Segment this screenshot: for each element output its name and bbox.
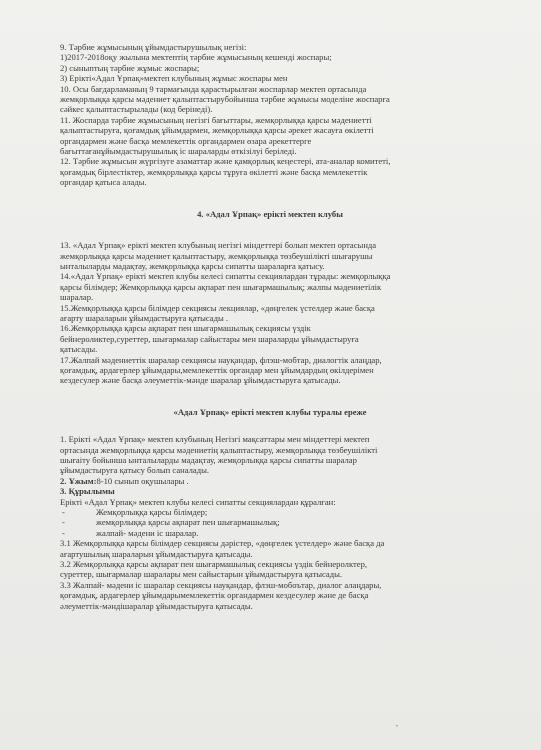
- text-line: 12. Тәрбие жұмысын жүргізуге азаматтар және қамқорлық кеңестері, ата-аналар комитеті,: [60, 156, 391, 167]
- text-line: 3.1 Жемқорлыққа қарсы білімдер секциясы дәрістер, «дөңгелек үстелдер» және басқа да: [60, 538, 385, 549]
- bullet-item: - жалпай- мәдени іс шаралар.: [62, 527, 199, 538]
- text-line: қоғамдық, ардагерлер ұйымдарымемлекеттік органдармен кездесулер және де басқа: [60, 590, 369, 601]
- section4-body: [60, 240, 480, 386]
- bullet-text: Жемқорлыққа қарсы білімдер;: [96, 507, 208, 518]
- text-line: қатысады.: [60, 344, 98, 355]
- text-line: 13. «Адал Ұрпақ» ерікті мектеп клубының негізгі міндеттері болып мектеп ортасында: [60, 240, 377, 251]
- text-line: органдармен және басқа мемлекеттік органдармен өзара әрекеттерге: [60, 135, 312, 146]
- text-line: қалыптастыруға, қоғамдық ұйымдармен, жемқорлыққа қарсы әрекет жасауға өкілетті: [60, 125, 374, 136]
- text-line: 1. Ерікті «Адал Ұрпақ» мектеп клубының Негізгі мақсаттары мен міндеттері мектеп: [60, 434, 370, 445]
- text-line: 17.Жалпай мәдениеттік шаралар секциясы науқандар, флэш-мобтар, диалогтік алаңдар,: [60, 354, 382, 365]
- text-line: ұйымдастыруға қатысу болып саналады.: [60, 465, 210, 476]
- bullet-item: - Жемқорлыққа қарсы білімдер;: [62, 507, 208, 518]
- structure-intro: Ерікті «Адал Ұрпақ» мектеп клубы келесі сипатты секциялардан құралған:: [60, 496, 336, 507]
- regulation-heading: «Адал Ұрпақ» ерікті мектеп клубы туралы ереже: [173, 406, 367, 417]
- section4-heading: 4. «Адал Ұрпақ» ерікті мектеп клубы: [197, 208, 343, 219]
- text-line: 3.3 Жалпай- мәдени іс шаралар секциясы науқандар, флэш-мобоътар, диалог алаңдары,: [60, 579, 382, 590]
- text-line: жемқорлыққа қарсы мәдениет қалыптастыру, жемқорлыққа төзбеушілікті шығарушы: [60, 250, 373, 261]
- bullet-text: жалпай- мәдени іс шаралар.: [96, 527, 199, 538]
- text-line: органдар қатыса алады.: [60, 177, 147, 188]
- scan-speck: •: [396, 724, 399, 730]
- text-line: ағартушылық шараларын ұйымдастыруға қатысады.: [60, 548, 253, 559]
- text-line: 9. Тәрбие жұмысының ұйымдастырушылық негізі:: [60, 42, 247, 52]
- text-line: ағарту шараларын ұйымдастыруға қатысады .: [60, 312, 229, 323]
- membership-text: 8-10 сынып оқушылары .: [96, 475, 189, 486]
- text-line: шаралар.: [60, 292, 94, 303]
- structure-label: 3. Құрылымы: [60, 486, 115, 497]
- bullet-item: - жемқорлыққа қарсы ақпарат пен шығармашылық;: [62, 517, 280, 528]
- bullet-text: жемқорлыққа қарсы ақпарат пен шығармашылық;: [96, 517, 280, 528]
- text-line: 3.2 Жемқорлыққа қарсы ақпарат пен шығармашылық секциясы үздік бейнеролктер,: [60, 559, 368, 570]
- intro-section: [60, 42, 480, 188]
- membership-line: [60, 476, 480, 486]
- document-body: [60, 42, 480, 611]
- text-line: қарсы білімдер; Жемқорлыққа қарсы ақпарат пен шығармашылық; жалпы мәдениетілік: [60, 281, 382, 292]
- text-line: ынталыларды мадақтау, жемқорлыққа қарсы сипатты шараларға қатысу.: [60, 260, 325, 271]
- text-line: ортасында жемқорлыққа қарсы мәдениетің қалыптастыру, жемқорлыққа төзбеушілікті: [60, 444, 378, 455]
- text-line: сәйкес қалыптастырылады (код берінеді).: [60, 104, 213, 115]
- text-line: шығаіту бойынша ынталыларды мадақтау, жемқорлыққа қарсы сипатты шаралар: [60, 455, 357, 465]
- text-line: 14.«Адал Ұрпақ» ерікті мектеп клубы келесі сипатты секциялардан тұрады: жемқорлыққа: [60, 271, 391, 282]
- text-line: 1)2017-2018оқу жылына мектептің тәрбие жұмысының кешенді жоспары;: [60, 52, 332, 63]
- text-line: 10. Осы бағдарламаның 9 тармағында қарастырылған жоспарлар мектеп ортасында: [60, 83, 367, 94]
- text-line: суреттер, шығармалар шаралары мен сайыстарын ұйымдастыруға қатысады.: [60, 569, 343, 580]
- text-line: бейнероликтер,суреттер, шығармалар сайыстары мен шараларды ұйымдастыруға: [60, 333, 359, 344]
- text-line: 16.Жемқорлыққа қарсы ақпарат пен шығармашылық секциясы үздік: [60, 323, 311, 334]
- regulation-body: [60, 434, 480, 611]
- text-line: жемқорлыққа қарсы мәдениет қалыптастырубойынша тәрбие жұмысы моделіне жоспарға: [60, 94, 390, 105]
- text-line: қоғамдық бірлестіктер, жемқорлыққа қарсы тұруға өкілетті және басқа мемлекеттік: [60, 166, 368, 177]
- text-line: кездесулер және басқа әлеуметтік-мәнде шаралар ұйымдастыруға қатысады.: [60, 375, 341, 386]
- membership-label: 2. Ұжым:: [60, 475, 97, 486]
- text-line: қоғамдық, ардагерлер ұйымдары,мемлекеттік органдар мен ұйымдардың өкілдерімен: [60, 364, 374, 375]
- text-line: 11. Жоспарда тәрбие жұмысының негізгі бағыттары, жемқорлыққа қарсы мәдениетті: [60, 114, 372, 125]
- text-line: 3) Ерікті«Адал Ұрпақ»мектеп клубының жұмыс жоспары мен: [60, 73, 288, 84]
- text-line: әлеуметтік-мәндішаралар ұйымдастыруға қатысады.: [60, 600, 253, 611]
- text-line: бағыттағанұйымдастырушылық іс шараларды өткізілуі беріледі.: [60, 146, 297, 157]
- text-line: 2) сыныптың тәрбие жұмыс жоспары;: [60, 62, 200, 73]
- text-line: 15.Жемқорлыққа қарсы білімдер секциясы лекциялар, «дөңгелек үстелдер және басқа: [60, 302, 375, 313]
